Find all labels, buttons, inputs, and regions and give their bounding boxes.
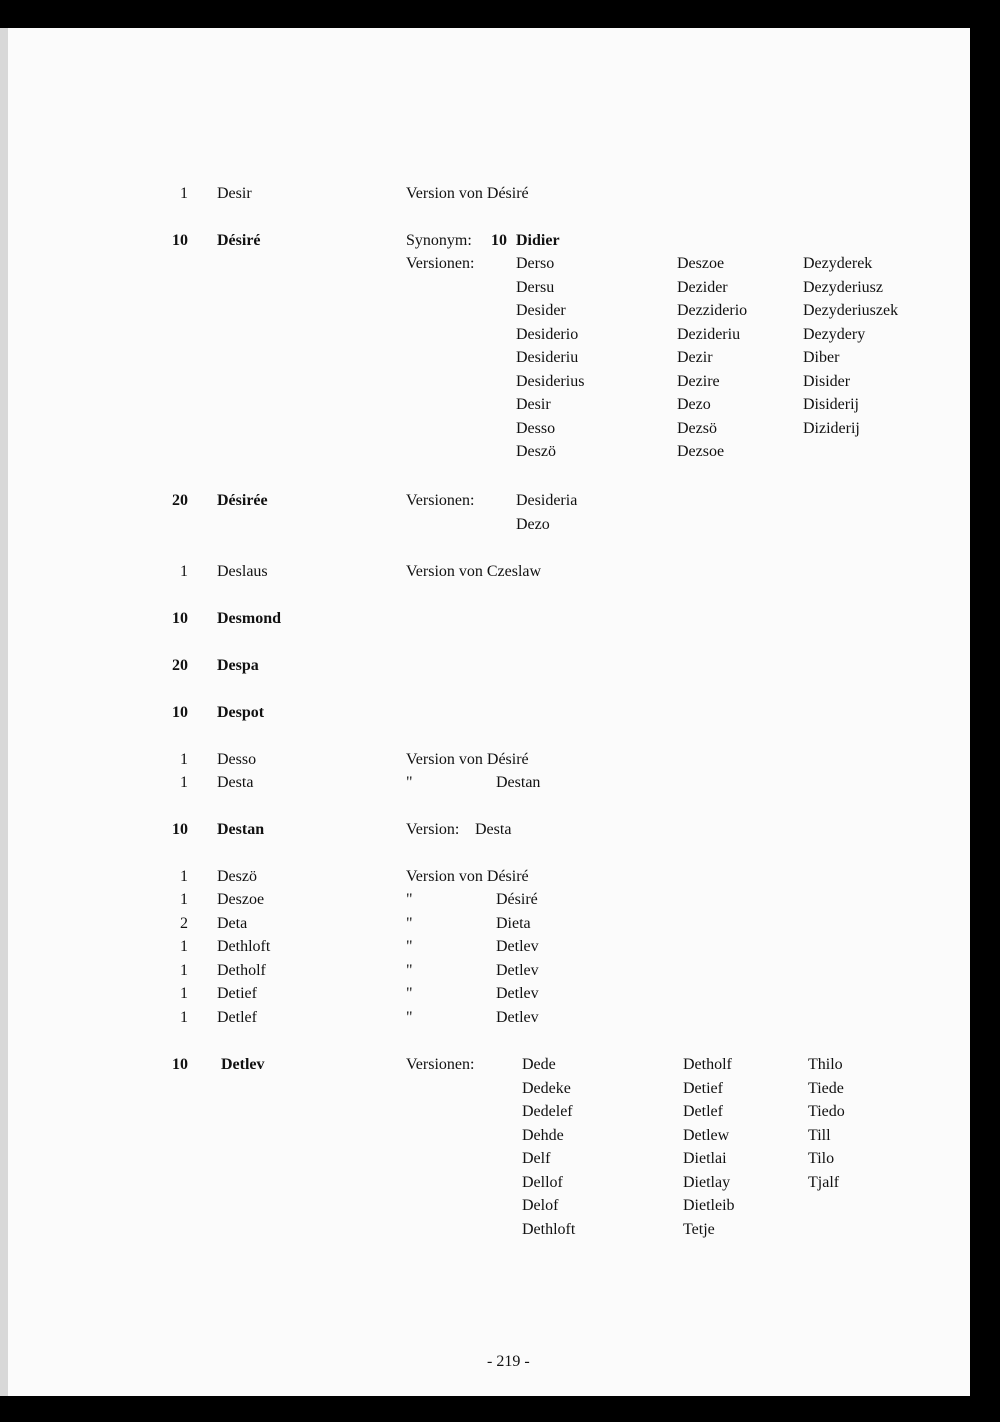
variant-name: Detholf	[683, 1056, 732, 1073]
entry-number: 1	[180, 868, 188, 885]
entry-number: 10	[172, 1056, 188, 1073]
variant-name: Deszoe	[677, 255, 725, 272]
variant-name: Dezir	[677, 349, 713, 366]
variant-name: Dezyderiuszek	[803, 302, 899, 319]
variant-name: Dellof	[522, 1173, 563, 1191]
entry-reference: Detlev	[496, 938, 539, 955]
entry-reference: Detlev	[496, 962, 539, 979]
variant-name: Dedelef	[522, 1103, 573, 1120]
variant-name: Dietlay	[683, 1173, 731, 1191]
entry-name: Despot	[217, 704, 265, 721]
entry-description: Synonym:	[406, 232, 472, 249]
entry-reference: Dieta	[496, 915, 531, 932]
entry-description: Version von Désiré	[406, 185, 529, 202]
entry-description: "	[406, 915, 413, 932]
entry-number: 1	[180, 751, 188, 768]
entry-number: 20	[172, 657, 188, 674]
variant-name: Dezo	[677, 396, 711, 413]
variant-name: Desir	[516, 396, 551, 413]
variant-name: Dehde	[522, 1126, 564, 1144]
entry-name: Destan	[217, 821, 265, 838]
variant-name: Diziderij	[803, 419, 860, 437]
variant-name: Dezider	[677, 278, 728, 296]
variant-name: Desiderio	[516, 325, 579, 343]
variant-name: Dezideriu	[677, 325, 741, 343]
variant-name: Desideriu	[516, 349, 579, 366]
entry-number: 10	[172, 704, 188, 721]
variant-name: Disiderij	[803, 396, 859, 413]
entry-name: Deslaus	[217, 563, 268, 580]
entry-name: Deta	[217, 915, 248, 932]
entry-number: 1	[180, 938, 188, 955]
variant-name: Dezsö	[677, 419, 717, 437]
entry-number: 1	[180, 891, 188, 908]
entry-description: Version:	[406, 821, 460, 838]
entry-reference: Detlev	[496, 1009, 539, 1026]
variant-name: Tilo	[808, 1150, 835, 1167]
entry-description: "	[406, 891, 413, 908]
entry-number: 10	[172, 232, 188, 249]
variant-name: Desiderius	[516, 372, 585, 390]
entry-number: 1	[180, 563, 188, 580]
entry-description: "	[406, 1009, 413, 1026]
entry-description: Version von Désiré	[406, 868, 529, 885]
entry-description: Versionen:	[406, 1056, 475, 1073]
entry-number: 2	[180, 915, 188, 932]
variant-name: Derso	[516, 255, 555, 272]
entry-reference: Destan	[496, 774, 541, 791]
synonym-name: Didier	[516, 232, 560, 249]
entry-name: Despa	[217, 657, 259, 674]
entry-name: Detlef	[217, 1009, 257, 1026]
variant-name: Desider	[516, 302, 566, 319]
entry-reference: Désiré	[496, 891, 538, 908]
synonym-number: 10	[491, 232, 507, 249]
variant-name: Dezo	[516, 515, 550, 533]
page-number: - 219 -	[487, 1353, 530, 1370]
entry-description: "	[406, 962, 413, 979]
variant-name: Detlew	[683, 1126, 730, 1144]
entry-reference: Desta	[475, 821, 512, 838]
entry-number: 1	[180, 185, 188, 202]
entry-description: Versionen:	[406, 255, 475, 272]
entry-description: "	[406, 985, 413, 1002]
variant-name: Till	[808, 1126, 831, 1144]
variant-name: Dezsoe	[677, 443, 725, 460]
variant-name: Dede	[522, 1056, 556, 1073]
variant-name: Dezyderiusz	[803, 278, 883, 296]
variant-name: Tjalf	[808, 1173, 840, 1191]
variant-name: Dietlai	[683, 1150, 727, 1167]
entry-name: Deszö	[217, 868, 257, 885]
variant-name: Dezziderio	[677, 302, 748, 319]
entry-name: Desta	[217, 774, 254, 791]
variant-name: Dezyderek	[803, 255, 873, 272]
entry-number: 1	[180, 1009, 188, 1026]
variant-name: Deszö	[516, 443, 556, 460]
entry-name: Detholf	[217, 962, 266, 979]
entry-name: Dethloft	[217, 938, 271, 955]
variant-name: Tiede	[808, 1079, 844, 1097]
entry-reference: Detlev	[496, 985, 539, 1002]
variant-name: Delf	[522, 1150, 551, 1167]
variant-name: Dedeke	[522, 1079, 571, 1097]
variant-name: Delof	[522, 1197, 559, 1214]
variant-name: Tetje	[683, 1220, 715, 1238]
variant-name: Diber	[803, 349, 840, 366]
variant-name: Dezire	[677, 372, 720, 390]
variant-name: Dersu	[516, 278, 555, 296]
entry-description: Version von Czeslaw	[406, 563, 542, 580]
entry-number: 20	[172, 492, 188, 509]
entry-number: 10	[172, 821, 188, 838]
variant-name: Dethloft	[522, 1220, 576, 1238]
entry-number: 1	[180, 774, 188, 791]
variant-name: Desso	[516, 419, 556, 437]
page-spine	[0, 28, 8, 1396]
entry-description: Version von Désiré	[406, 751, 529, 768]
entry-name: Detlev	[221, 1056, 265, 1073]
entry-name: Detief	[217, 985, 257, 1002]
variant-name: Desideria	[516, 492, 578, 509]
entry-name: Desso	[217, 751, 257, 768]
entry-name: Désiré	[217, 232, 261, 249]
entry-description: "	[406, 938, 413, 955]
entry-number: 1	[180, 985, 188, 1002]
entry-number: 1	[180, 962, 188, 979]
variant-name: Disider	[803, 372, 851, 390]
entry-name: Deszoe	[217, 891, 265, 908]
entry-number: 10	[172, 610, 188, 627]
variant-name: Dietleib	[683, 1197, 735, 1214]
entry-name: Désirée	[217, 492, 268, 509]
variant-name: Detief	[683, 1079, 723, 1097]
entry-name: Desmond	[217, 610, 282, 627]
entry-description: "	[406, 774, 413, 791]
variant-name: Dezydery	[803, 325, 866, 343]
entry-description: Versionen:	[406, 492, 475, 509]
variant-name: Detlef	[683, 1103, 723, 1120]
variant-name: Thilo	[808, 1056, 843, 1073]
entry-name: Desir	[217, 185, 252, 202]
variant-name: Tiedo	[808, 1103, 845, 1120]
